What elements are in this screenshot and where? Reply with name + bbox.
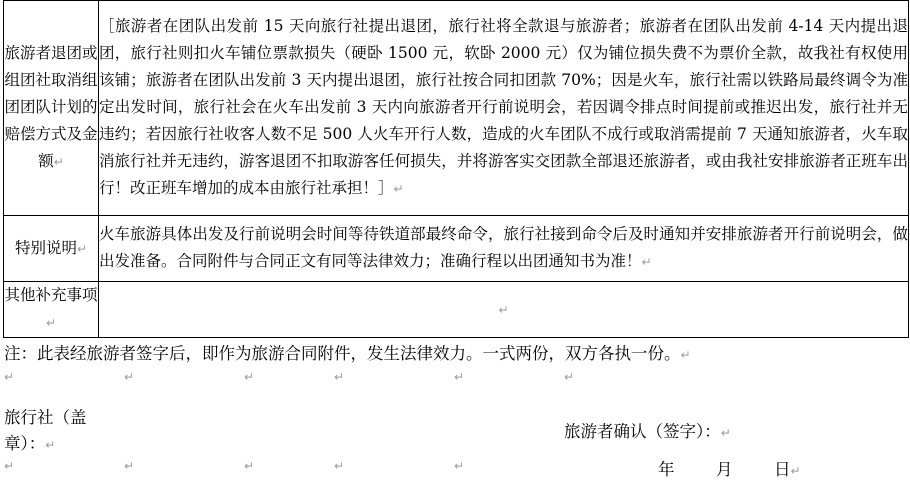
- table-row: [4, 1, 909, 216]
- paragraph-mark: ↵: [124, 370, 135, 384]
- agency-seal-label: 旅行社（盖: [4, 408, 87, 427]
- footnote: 注：此表经旅游者签字后，即作为旅游合同附件，发生法律效力。一式两份，双方各执一份。↵: [4, 344, 691, 363]
- row-label-compensation: 旅游者退团或组团社取消组团团队计划的赔偿方式及金额↵: [4, 1, 99, 216]
- contract-annex-table: [3, 0, 909, 338]
- paragraph-mark: ↵: [564, 370, 575, 384]
- paragraph-mark: ↵: [334, 459, 345, 473]
- paragraph-mark: ↵: [454, 459, 465, 473]
- date-month: 月: [716, 460, 733, 479]
- table-row: [4, 282, 909, 338]
- date-day: 日↵: [774, 460, 801, 479]
- agency-seal-label-cont: 章）：↵: [4, 434, 56, 453]
- paragraph-mark: ↵: [244, 459, 255, 473]
- paragraph-mark: ↵: [454, 370, 465, 384]
- row-content-compensation: ［旅游者在团队出发前 15 天向旅行社提出退团，旅行社将全款退与旅游者；旅游者在团队出发前 4-14 天内提出退团，旅行社则扣火车铺位票款损失（硬卧 1500 元，软卧 2000 元）仅为铺位损失费不为票价全款，故我社有权使用该铺；旅游者在团队出发前 3 天内提出退团，旅行社按合同扣团款 70%；因是火车，旅行社需以铁路局最终调令为准定出发时间，旅行社会在火车出发前 3 天内向旅游者开行前说明会，若因调令排点时间提前或推迟出发，旅行社并无违约；若因旅行社收客人数不足 500 人火车开行人数，造成的火车团队不成行或取消需提前 7 天通知旅游者，火车取消旅行社并无违约，游客退团不扣取游客任何损失，并将游客实交团款全部退还旅游者，或由我社安排旅游者正班车出行！改正班车增加的成本由旅行社承担！］↵: [99, 1, 909, 216]
- row-label-other-items: 其他补充事项↵: [4, 282, 99, 338]
- tourist-signature-label: 旅游者确认（签字）：↵: [564, 422, 731, 441]
- paragraph-mark: ↵: [4, 370, 15, 384]
- paragraph-mark: ↵: [4, 459, 15, 473]
- paragraph-mark: ↵: [244, 370, 255, 384]
- row-label-special-notes: 特别说明↵: [4, 216, 99, 282]
- blank-line-marks: [0, 370, 910, 388]
- date-year: 年: [658, 460, 675, 479]
- table-row: [4, 216, 909, 282]
- row-content-other-items[interactable]: ↵: [99, 282, 909, 338]
- row-content-special-notes: 火车旅游具体出发及行前说明会时间等待铁道部最终命令，旅行社接到命令后及时通知并安排旅游者开行前说明会，做出发准备。合同附件与合同正文有同等法律效力；准确行程以出团通知书为准！↵: [99, 216, 909, 282]
- paragraph-mark: ↵: [124, 459, 135, 473]
- paragraph-mark: ↵: [334, 370, 345, 384]
